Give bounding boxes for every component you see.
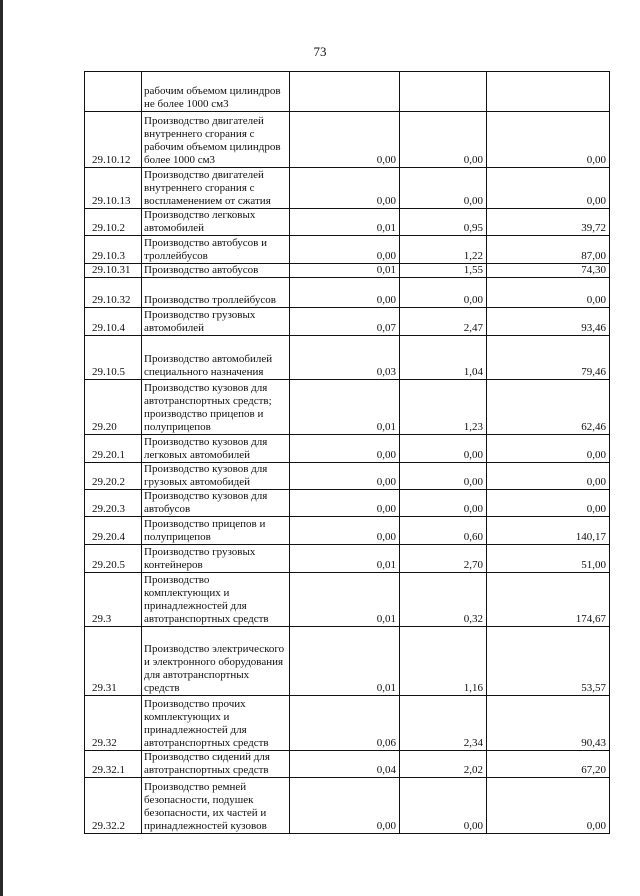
row-value-2: 0,00 — [400, 112, 487, 168]
row-value-1: 0,01 — [290, 627, 400, 696]
row-value-2: 0,32 — [400, 573, 487, 627]
row-value-1: 0,01 — [290, 264, 400, 278]
row-name: Производство автобусов — [142, 264, 290, 278]
row-name: Производство грузовых контейнеров — [142, 545, 290, 573]
row-value-3: 39,72 — [487, 209, 610, 236]
table-row — [85, 209, 610, 236]
table-row — [85, 112, 610, 168]
row-value-2: 0,00 — [400, 778, 487, 834]
row-name: Производство кузовов для автотранспортных средств; производство прицепов и полуприцепов — [142, 380, 290, 435]
row-code: 29.10.32 — [85, 278, 142, 308]
row-value-2: 2,70 — [400, 545, 487, 573]
row-name: Производство кузовов для легковых автомобилей — [142, 435, 290, 463]
table-row — [85, 627, 610, 696]
table-row — [85, 278, 610, 308]
table-row — [85, 490, 610, 517]
row-value-2: 0,00 — [400, 168, 487, 209]
row-code: 29.32.2 — [85, 778, 142, 834]
row-value-2: 0,60 — [400, 517, 487, 545]
row-code: 29.10.13 — [85, 168, 142, 209]
table-row — [85, 380, 610, 435]
row-name: Производство прочих комплектующих и принадлежностей для автотранспортных средств — [142, 696, 290, 751]
row-code: 29.10.31 — [85, 264, 142, 278]
row-value-3: 62,46 — [487, 380, 610, 435]
row-name: Производство автобусов и троллейбусов — [142, 236, 290, 264]
row-value-3: 0,00 — [487, 463, 610, 490]
row-value-2: 2,34 — [400, 696, 487, 751]
row-value-1: 0,01 — [290, 545, 400, 573]
row-value-2: 1,55 — [400, 264, 487, 278]
row-name: Производство грузовых автомобилей — [142, 308, 290, 336]
row-value-1: 0,01 — [290, 380, 400, 435]
row-value-3: 0,00 — [487, 490, 610, 517]
row-code: 29.20.3 — [85, 490, 142, 517]
page-number: 73 — [313, 44, 327, 59]
row-value-3: 74,30 — [487, 264, 610, 278]
row-name: Производство кузовов для автобусов — [142, 490, 290, 517]
row-name: рабочим объемом цилиндров не более 1000 см3 — [142, 72, 290, 112]
row-value-1: 0,07 — [290, 308, 400, 336]
row-value-1: 0,00 — [290, 112, 400, 168]
statistics-table — [84, 71, 610, 834]
row-code: 29.20.1 — [85, 435, 142, 463]
row-value-1 — [290, 72, 400, 112]
row-value-2: 0,95 — [400, 209, 487, 236]
row-value-2: 1,16 — [400, 627, 487, 696]
table-row — [85, 236, 610, 264]
row-code: 29.32 — [85, 696, 142, 751]
row-code: 29.20 — [85, 380, 142, 435]
row-value-1: 0,00 — [290, 463, 400, 490]
row-value-2: 2,02 — [400, 751, 487, 778]
row-code: 29.10.4 — [85, 308, 142, 336]
row-value-1: 0,06 — [290, 696, 400, 751]
row-value-1: 0,00 — [290, 490, 400, 517]
row-value-3: 79,46 — [487, 336, 610, 380]
row-value-2: 0,00 — [400, 490, 487, 517]
row-code: 29.10.12 — [85, 112, 142, 168]
table-row — [85, 778, 610, 834]
row-value-3: 140,17 — [487, 517, 610, 545]
table-row — [85, 168, 610, 209]
row-value-3: 87,00 — [487, 236, 610, 264]
row-name: Производство троллейбусов — [142, 278, 290, 308]
row-value-2: 0,00 — [400, 463, 487, 490]
row-code: 29.3 — [85, 573, 142, 627]
table-row — [85, 517, 610, 545]
row-value-2: 0,00 — [400, 435, 487, 463]
row-value-1: 0,04 — [290, 751, 400, 778]
row-value-3: 90,43 — [487, 696, 610, 751]
row-value-3: 0,00 — [487, 435, 610, 463]
row-name: Производство автомобилей специального назначения — [142, 336, 290, 380]
row-name: Производство кузовов для грузовых автомобидей — [142, 463, 290, 490]
row-value-2: 1,22 — [400, 236, 487, 264]
table-row — [85, 696, 610, 751]
row-code: 29.20.2 — [85, 463, 142, 490]
row-value-3 — [487, 72, 610, 112]
table-row — [85, 308, 610, 336]
row-value-1: 0,00 — [290, 778, 400, 834]
row-name: Производство двигателей внутреннего сгорания с воспламенением от сжатия — [142, 168, 290, 209]
row-value-3: 0,00 — [487, 278, 610, 308]
table-row — [85, 72, 610, 112]
row-code — [85, 72, 142, 112]
row-code: 29.20.5 — [85, 545, 142, 573]
row-name: Производство двигателей внутреннего сгорания с рабочим объемом цилиндров более 1000 см3 — [142, 112, 290, 168]
row-code: 29.32.1 — [85, 751, 142, 778]
row-name: Производство сидений для автотранспортных средств — [142, 751, 290, 778]
row-value-1: 0,03 — [290, 336, 400, 380]
row-value-1: 0,01 — [290, 209, 400, 236]
row-value-3: 93,46 — [487, 308, 610, 336]
row-value-3: 53,57 — [487, 627, 610, 696]
row-value-2: 2,47 — [400, 308, 487, 336]
row-value-3: 0,00 — [487, 168, 610, 209]
row-value-2: 1,04 — [400, 336, 487, 380]
row-value-3: 67,20 — [487, 751, 610, 778]
table-row — [85, 336, 610, 380]
table-row — [85, 463, 610, 490]
row-value-1: 0,00 — [290, 517, 400, 545]
row-code: 29.20.4 — [85, 517, 142, 545]
scan-edge-shadow — [0, 0, 3, 896]
row-name: Производство комплектующих и принадлежностей для автотранспортных средств — [142, 573, 290, 627]
row-name: Производство электрического и электронного оборудования для автотранспортных средств — [142, 627, 290, 696]
row-code: 29.31 — [85, 627, 142, 696]
row-value-3: 0,00 — [487, 112, 610, 168]
table-row — [85, 264, 610, 278]
table-row — [85, 573, 610, 627]
row-code: 29.10.5 — [85, 336, 142, 380]
row-code: 29.10.3 — [85, 236, 142, 264]
row-code: 29.10.2 — [85, 209, 142, 236]
table-body — [85, 72, 610, 834]
table-row — [85, 751, 610, 778]
row-value-2 — [400, 72, 487, 112]
row-name: Производство прицепов и полуприцепов — [142, 517, 290, 545]
row-value-3: 0,00 — [487, 778, 610, 834]
row-value-1: 0,00 — [290, 278, 400, 308]
table-row — [85, 435, 610, 463]
row-value-2: 0,00 — [400, 278, 487, 308]
row-value-1: 0,01 — [290, 573, 400, 627]
row-value-1: 0,00 — [290, 236, 400, 264]
row-value-2: 1,23 — [400, 380, 487, 435]
row-value-1: 0,00 — [290, 435, 400, 463]
row-name: Производство ремней безопасности, подушек безопасности, их частей и принадлежностей кузовов — [142, 778, 290, 834]
row-value-3: 51,00 — [487, 545, 610, 573]
row-value-1: 0,00 — [290, 168, 400, 209]
table-row — [85, 545, 610, 573]
row-value-3: 174,67 — [487, 573, 610, 627]
row-name: Производство легковых автомобилей — [142, 209, 290, 236]
